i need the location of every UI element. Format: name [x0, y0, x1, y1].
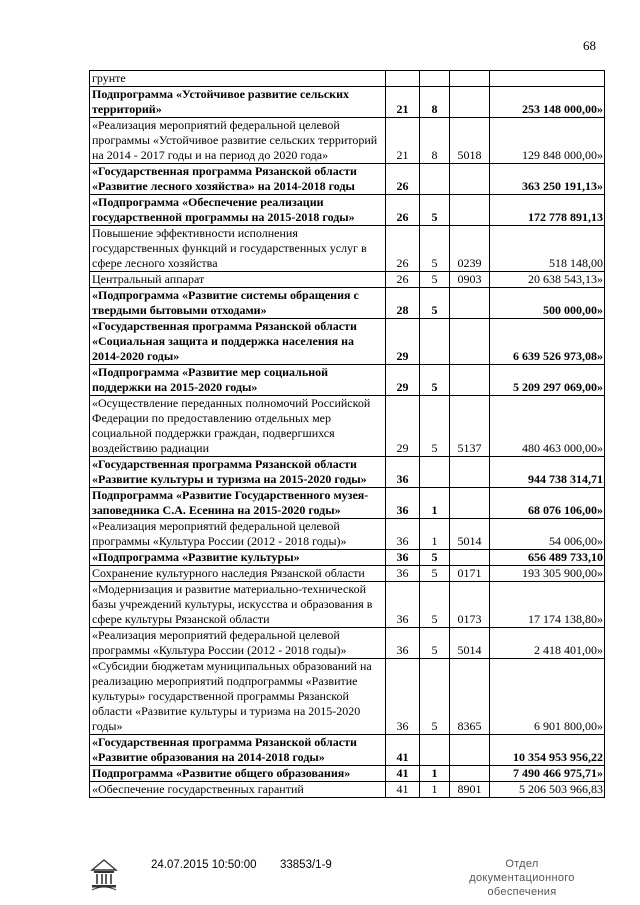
row-code-1: 26: [386, 272, 420, 288]
row-code-1: 36: [386, 582, 420, 628]
row-amount: 68 076 106,00»: [490, 488, 605, 519]
row-code-2: 5: [420, 582, 450, 628]
row-code-2: 5: [420, 628, 450, 659]
table-row: [90, 582, 605, 628]
stamp-line-2: обеспечения: [487, 886, 557, 898]
row-amount: 54 006,00»: [490, 519, 605, 550]
row-code-2: 5: [420, 396, 450, 457]
department-stamp: [452, 857, 592, 899]
row-name: «Государственная программа Рязанской области «Социальная защита и поддержка населения на 2014-2020 годы»: [90, 319, 386, 365]
row-code-3: 0171: [450, 566, 490, 582]
row-amount: 5 206 503 966,83: [490, 782, 605, 798]
row-code-1: 36: [386, 519, 420, 550]
row-name: Повышение эффективности исполнения государственных функций и государственных услуг в сфере лесного хозяйства: [90, 226, 386, 272]
row-name: Подпрограмма «Развитие общего образования»: [90, 766, 386, 782]
row-code-2: [420, 164, 450, 195]
row-amount: 518 148,00: [490, 226, 605, 272]
budget-table-body: [90, 71, 605, 798]
row-name: Подпрограмма «Устойчивое развитие сельских территорий»: [90, 87, 386, 118]
row-code-1: 36: [386, 488, 420, 519]
row-code-3: 0239: [450, 226, 490, 272]
table-row: [90, 118, 605, 164]
footer-document-code: 33853/1-9: [280, 859, 332, 871]
row-name: «Модернизация и развитие материально-технической базы учреждений культуры, искусства и образования в сфере культуры Рязанской области: [90, 582, 386, 628]
row-amount: 253 148 000,00»: [490, 87, 605, 118]
row-name: Подпрограмма «Развитие Государственного музея-заповедника С.А. Есенина на 2015-2020 годы»: [90, 488, 386, 519]
row-amount: 363 250 191,13»: [490, 164, 605, 195]
row-code-2: 5: [420, 566, 450, 582]
table-row: [90, 766, 605, 782]
row-code-2: [420, 457, 450, 488]
row-code-3: 5014: [450, 519, 490, 550]
row-code-1: 36: [386, 457, 420, 488]
row-name: «Реализация мероприятий федеральной целевой программы «Культура России (2012 - 2018 годы)»: [90, 519, 386, 550]
table-row: [90, 365, 605, 396]
row-name: «Подпрограмма «Развитие культуры»: [90, 550, 386, 566]
table-row: [90, 226, 605, 272]
row-name: «Подпрограмма «Обеспечение реализации государственной программы на 2015-2018 годы»: [90, 195, 386, 226]
duma-building-icon: [89, 858, 119, 894]
row-code-2: [420, 71, 450, 87]
table-row: [90, 71, 605, 87]
table-row: [90, 164, 605, 195]
row-code-3: 8901: [450, 782, 490, 798]
row-code-3: [450, 164, 490, 195]
row-code-2: 8: [420, 87, 450, 118]
row-code-2: 1: [420, 488, 450, 519]
row-code-1: 36: [386, 550, 420, 566]
row-name: «Осуществление переданных полномочий Российской Федерации по предоставлению отдельных мер социальной поддержки граждан, подвергшихся воздействию радиации: [90, 396, 386, 457]
row-code-1: 41: [386, 735, 420, 766]
table-row: [90, 550, 605, 566]
row-name: «Реализация мероприятий федеральной целевой программы «Культура России (2012 - 2018 годы)»: [90, 628, 386, 659]
row-name: Центральный аппарат: [90, 272, 386, 288]
row-name: «Государственная программа Рязанской области «Развитие культуры и туризма на 2015-2020 годы»: [90, 457, 386, 488]
row-code-1: 21: [386, 118, 420, 164]
row-code-1: 21: [386, 87, 420, 118]
row-code-1: 26: [386, 195, 420, 226]
row-name: «Государственная программа Рязанской области «Развитие лесного хозяйства» на 2014-2018 годы: [90, 164, 386, 195]
table-row: [90, 566, 605, 582]
table-row: [90, 735, 605, 766]
row-amount: 172 778 891,13: [490, 195, 605, 226]
row-name: грунте: [90, 71, 386, 87]
row-code-3: 5018: [450, 118, 490, 164]
row-code-2: 5: [420, 288, 450, 319]
row-amount: 5 209 297 069,00»: [490, 365, 605, 396]
row-code-2: 1: [420, 782, 450, 798]
row-code-1: 41: [386, 766, 420, 782]
row-code-2: [420, 319, 450, 365]
row-code-1: 29: [386, 319, 420, 365]
table-row: [90, 319, 605, 365]
row-amount: 7 490 466 975,71»: [490, 766, 605, 782]
row-code-3: [450, 735, 490, 766]
row-name: «Подпрограмма «Развитие системы обращения с твердыми бытовыми отходами»: [90, 288, 386, 319]
row-code-1: 36: [386, 628, 420, 659]
row-code-3: [450, 766, 490, 782]
table-row: [90, 288, 605, 319]
row-code-1: 36: [386, 659, 420, 735]
row-amount: 480 463 000,00»: [490, 396, 605, 457]
row-code-2: 5: [420, 365, 450, 396]
page-number: 68: [583, 38, 596, 53]
row-code-3: 8365: [450, 659, 490, 735]
row-code-1: 29: [386, 396, 420, 457]
row-code-2: 1: [420, 766, 450, 782]
table-row: [90, 659, 605, 735]
table-row: [90, 782, 605, 798]
row-name: Сохранение культурного наследия Рязанской области: [90, 566, 386, 582]
row-code-2: 5: [420, 195, 450, 226]
row-code-3: 0173: [450, 582, 490, 628]
row-code-1: 26: [386, 164, 420, 195]
row-amount: 6 639 526 973,08»: [490, 319, 605, 365]
row-code-2: 1: [420, 519, 450, 550]
row-amount: [490, 71, 605, 87]
row-amount: 193 305 900,00»: [490, 566, 605, 582]
table-row: [90, 457, 605, 488]
row-amount: 656 489 733,10: [490, 550, 605, 566]
row-code-2: 5: [420, 272, 450, 288]
row-code-3: [450, 319, 490, 365]
table-row: [90, 519, 605, 550]
row-code-3: [450, 195, 490, 226]
row-name: «Реализация мероприятий федеральной целевой программы «Устойчивое развитие сельских территорий на 2014 - 2017 годы и на период до 2020 года»: [90, 118, 386, 164]
footer-date: 24.07.2015 10:50:00: [151, 859, 257, 871]
row-code-3: 5014: [450, 628, 490, 659]
row-amount: 6 901 800,00»: [490, 659, 605, 735]
row-code-1: [386, 71, 420, 87]
row-name: «Подпрограмма «Развитие мер социальной поддержки на 2015-2020 годы»: [90, 365, 386, 396]
row-code-3: [450, 87, 490, 118]
row-name: «Обеспечение государственных гарантий: [90, 782, 386, 798]
table-row: [90, 87, 605, 118]
stamp-line-1: Отдел документационного: [469, 858, 575, 884]
row-code-2: 5: [420, 659, 450, 735]
row-name: «Государственная программа Рязанской области «Развитие образования на 2014-2018 годы»: [90, 735, 386, 766]
table-row: [90, 396, 605, 457]
row-code-3: [450, 71, 490, 87]
row-code-3: [450, 288, 490, 319]
row-code-2: [420, 735, 450, 766]
row-amount: 129 848 000,00»: [490, 118, 605, 164]
row-code-3: [450, 365, 490, 396]
row-amount: 10 354 953 956,22: [490, 735, 605, 766]
row-code-1: 41: [386, 782, 420, 798]
row-amount: 2 418 401,00»: [490, 628, 605, 659]
row-name: «Субсидии бюджетам муниципальных образований на реализацию мероприятий подпрограммы «Развитие культуры» государственной программы Рязанской области «Развитие культуры и туризма на 2015-2020 годы»: [90, 659, 386, 735]
row-code-2: 8: [420, 118, 450, 164]
table-row: [90, 272, 605, 288]
row-code-2: 5: [420, 226, 450, 272]
row-code-3: 5137: [450, 396, 490, 457]
budget-table: [89, 70, 605, 798]
table-row: [90, 195, 605, 226]
row-code-3: 0903: [450, 272, 490, 288]
table-row: [90, 628, 605, 659]
row-amount: 944 738 314,71: [490, 457, 605, 488]
row-code-1: 26: [386, 226, 420, 272]
row-code-1: 28: [386, 288, 420, 319]
row-code-1: 29: [386, 365, 420, 396]
row-code-3: [450, 457, 490, 488]
row-amount: 17 174 138,80»: [490, 582, 605, 628]
row-code-2: 5: [420, 550, 450, 566]
row-code-3: [450, 550, 490, 566]
table-row: [90, 488, 605, 519]
row-amount: 20 638 543,13»: [490, 272, 605, 288]
row-code-1: 36: [386, 566, 420, 582]
row-code-3: [450, 488, 490, 519]
row-amount: 500 000,00»: [490, 288, 605, 319]
